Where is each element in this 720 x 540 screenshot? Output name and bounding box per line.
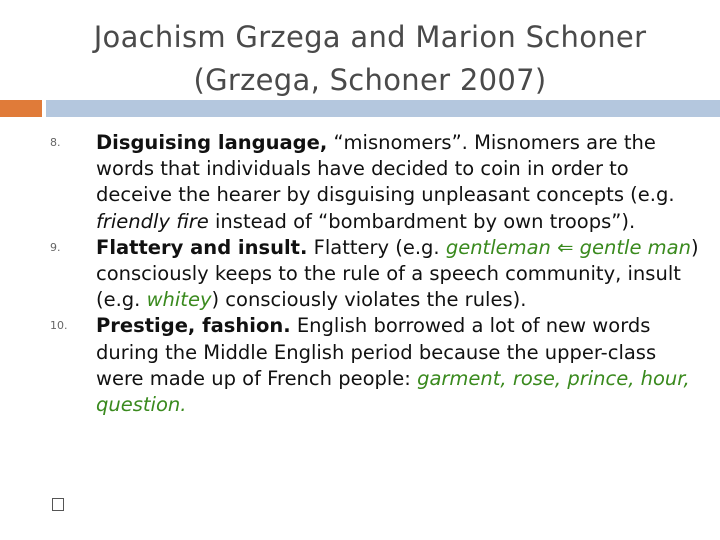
slide-title	[60, 16, 680, 102]
item-text: ) consciously violates the rules).	[211, 288, 527, 312]
item-heading: Prestige, fashion.	[96, 314, 291, 338]
item-text: ) consciously keeps to the rule of a speech community, insult (e.g.	[96, 235, 699, 312]
item-text: Flattery (e.g.	[307, 235, 446, 259]
list-item-10	[50, 313, 700, 418]
title-line-1: Joachism Grzega and Marion Schoner	[93, 20, 647, 54]
accent-bar-orange	[0, 100, 42, 117]
example-term: gentleman	[445, 235, 551, 259]
item-heading: Disguising language,	[96, 131, 328, 154]
arrow-left-icon: ⇐	[557, 235, 574, 259]
item-heading: Flattery and insult.	[96, 235, 308, 259]
example-term: whitey	[146, 288, 212, 312]
empty-bullet-icon	[52, 498, 64, 511]
item-text: English borrowed a lot of new words during the Middle English period because the upper-class were made up of French people:	[96, 314, 657, 390]
example-list: garment, rose, prince, hour, question.	[96, 366, 690, 417]
item-text: “misnomers”. Misnomers are the words that individuals have decided to coin in order to deceive the hearer by disguising unpleasant concepts (e.g.	[96, 131, 675, 207]
item-number: 9.	[50, 240, 61, 254]
item-number: 10.	[50, 319, 68, 333]
item-number: 8.	[50, 136, 61, 149]
slide-body	[50, 130, 700, 418]
example-term: gentle man	[579, 235, 691, 259]
list-item-9	[50, 235, 700, 314]
title-line-2: (Grzega, Schoner 2007)	[193, 63, 547, 97]
example-term: friendly fire	[96, 209, 209, 233]
accent-bar-blue	[46, 100, 720, 117]
item-text: instead of “bombardment by own troops”).	[208, 209, 636, 233]
list-item-8	[50, 130, 700, 235]
